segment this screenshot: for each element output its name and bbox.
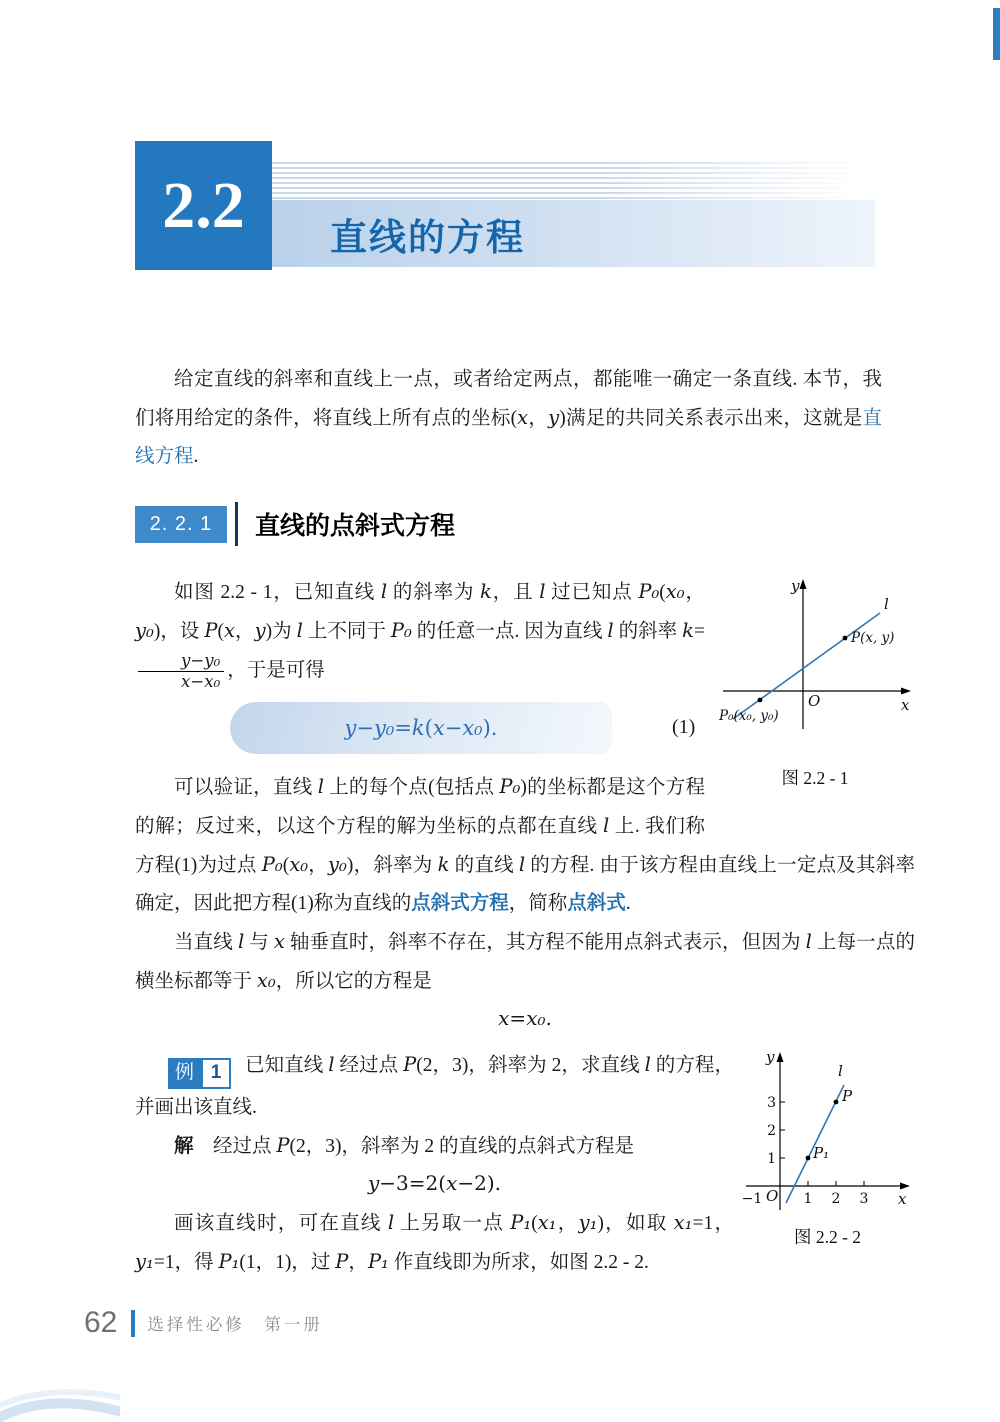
construction-paragraph: 画该直线时，可在直线 l 上另取一点 P₁(x₁，y₁)，如取 x₁=1，y₁=1，得 P₁(1，1)，过 P，P₁ 作直线即为所求，如图 2.2 - 2.	[135, 1210, 734, 1273]
figure-2-2-1	[715, 573, 915, 834]
example-1-block	[135, 1046, 915, 1282]
y-axis-arrow-icon	[800, 579, 807, 589]
point-p0-label: P₀(x₀, y₀)	[719, 708, 779, 724]
equation-1-row	[135, 702, 705, 754]
figure-2-2-2-caption: 图 2.2 - 2	[793, 1227, 862, 1247]
page-footer	[84, 1306, 323, 1340]
x-axis-arrow-icon	[901, 688, 911, 695]
derivation-paragraph: 如图 2.2 - 1，已知直线 l 的斜率为 k，且 l 过已知点 P₀(x₀，y₀)，设 P(x，y)为 l 上不同于 P₀ 的任意一点. 因为直线 l 的斜率 k= $\frac{\text{y−y₀}}{\text{x−x₀}}$ ，于是可得	[135, 580, 705, 691]
x-axis-label: x	[901, 696, 910, 714]
corner-decoration	[0, 1352, 120, 1422]
example-equation: y−3=2(x−2).	[367, 1170, 502, 1195]
chapter-number: 2.2	[162, 168, 245, 242]
x-tick-label: 1	[803, 1191, 813, 1207]
neg-one-tick-label: −1	[741, 1191, 763, 1207]
header-stripes	[272, 162, 875, 200]
point-slope-section	[135, 573, 915, 1039]
x-axis-label: x	[898, 1190, 907, 1208]
figure-2-2-2-plot	[740, 1046, 915, 1220]
x-axis-arrow-icon	[900, 1183, 910, 1190]
x-tick-label: 2	[831, 1191, 841, 1207]
y-axis-label: y	[766, 1048, 775, 1066]
equation-1-number: (1)	[672, 716, 696, 739]
y-tick-label: 3	[767, 1095, 776, 1111]
subsection-title: 直线的点斜式方程	[255, 513, 456, 540]
point-p-label: P(x, y)	[851, 630, 895, 646]
point-p-label: P	[842, 1087, 853, 1105]
solution-paragraph: 解 经过点 P(2，3)，斜率为 2 的直线的点斜式方程是	[174, 1133, 635, 1157]
point-p1-dot	[806, 1156, 811, 1161]
example-badge-label: 例	[168, 1058, 201, 1089]
equation-1-box: y − y₀ = k ( x − x₀ ).	[230, 702, 612, 754]
point-p-dot	[834, 1100, 839, 1105]
subsection-header	[135, 502, 455, 546]
figure-2-2-2	[740, 1046, 915, 1249]
point-p1-label: P₁	[813, 1144, 830, 1162]
header-band	[272, 200, 875, 267]
origin-label: O	[766, 1187, 779, 1205]
verification-paragraph: 可以验证，直线 l 上的每个点(包括点 P₀)的坐标都是这个方程的解；反过来，以这个方程的解为坐标的点都在直线 l 上. 我们称方程(1)为过点 P₀(x₀，y₀)，斜率为 k 的直线 l 的方程. 由于该方程由直线上一定点及其斜率确定，因此把方程(1)称为直线的点斜式方程，简称点斜式.	[135, 774, 915, 914]
y-axis-label: y	[791, 577, 800, 595]
line-l-label: l	[838, 1062, 843, 1080]
figure-2-2-1-caption: 图 2.2 - 1	[781, 768, 849, 788]
figure-2-2-1-plot	[715, 573, 915, 741]
y-axis-arrow-icon	[777, 1052, 784, 1062]
chapter-title: 直线的方程	[330, 217, 525, 259]
chapter-number-box	[135, 141, 272, 270]
y-tick-label: 2	[767, 1123, 776, 1139]
book-title: 选择性必修 第一册	[147, 1316, 323, 1334]
origin-label: O	[808, 692, 821, 710]
line-l	[733, 613, 880, 719]
y-tick-label: 1	[767, 1151, 776, 1167]
line-l-label: l	[884, 595, 889, 613]
equation-x-equals-x0: x=x₀.	[498, 1005, 552, 1030]
page-edge-marker	[993, 8, 1000, 60]
vertical-line-paragraph: 当直线 l 与 x 轴垂直时，斜率不存在，其方程不能用点斜式表示，但因为 l 上每一点的横坐标都等于 x₀，所以它的方程是	[135, 929, 915, 992]
point-p-dot	[843, 636, 848, 641]
example-statement-text: 已知直线 l 经过点 P(2，3)，斜率为 2，求直线 l 的方程，并画出该直线.	[135, 1053, 734, 1118]
example-badge-number: 1	[201, 1058, 231, 1089]
subsection-divider	[235, 502, 238, 546]
intro-paragraph: 给定直线的斜率和直线上一点，或者给定两点，都能唯一确定一条直线. 本节，我们将用给定的条件，将直线上所有点的坐标(x，y)满足的共同关系表示出来，这就是直线方程.	[135, 369, 882, 467]
subsection-number-box: 2. 2. 1	[135, 506, 227, 543]
point-p0-dot	[758, 698, 763, 703]
page-number: 62	[84, 1306, 118, 1339]
x-tick-label: 3	[859, 1191, 869, 1207]
footer-divider	[131, 1310, 135, 1337]
